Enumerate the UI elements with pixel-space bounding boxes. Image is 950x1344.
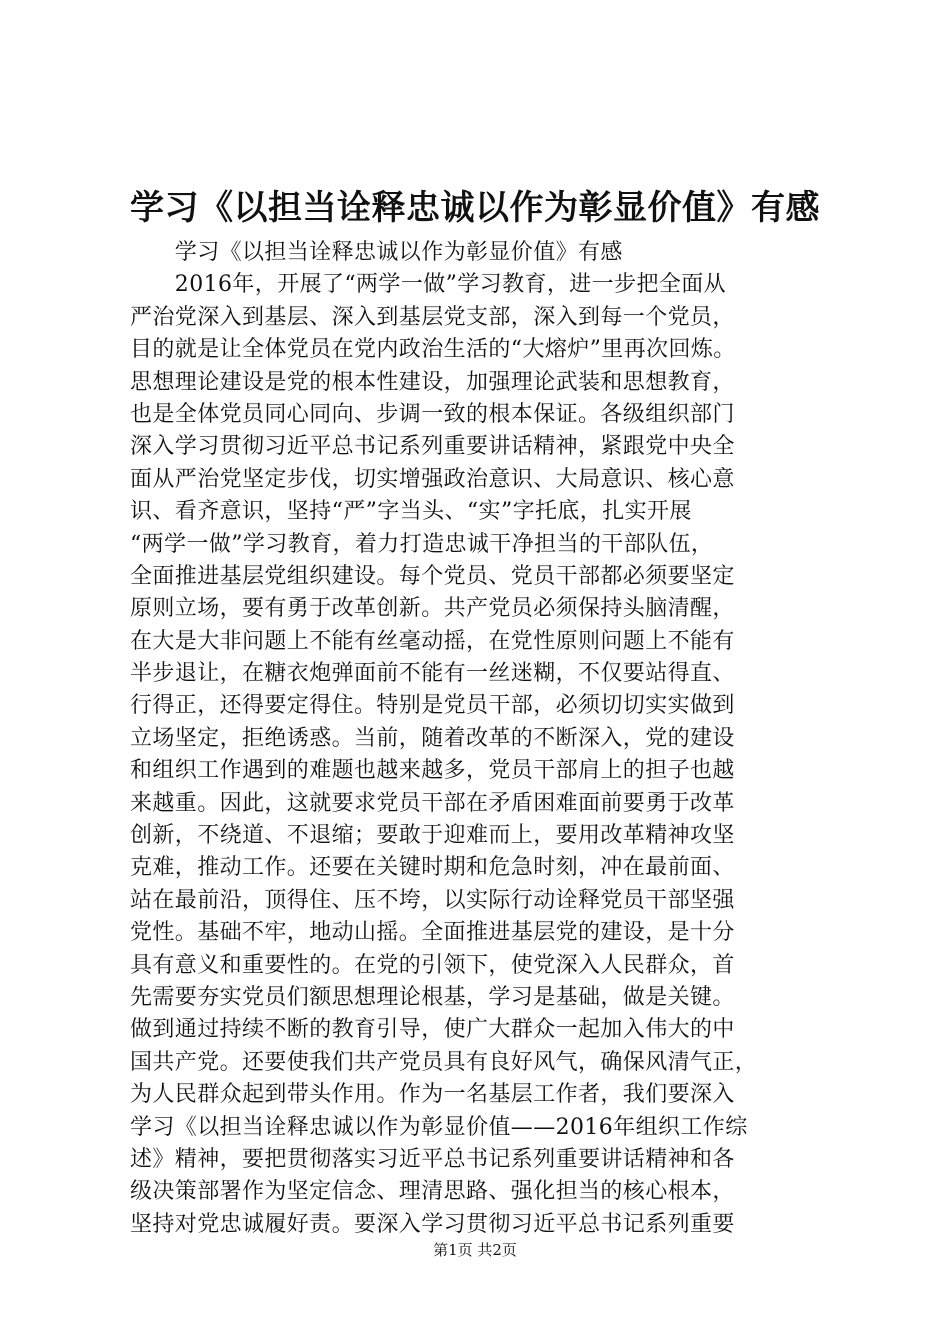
document-body <box>130 237 830 1241</box>
body-text-line: 级决策部署作为坚定信念、理清思路、强化担当的核心根本， <box>130 1179 735 1205</box>
body-text-line: 识、看齐意识，坚持“严”字当头、“实”字托底，扎实开展 <box>130 499 692 525</box>
body-text-line: 2016年，开展了“两学一做”学习教育，进一步把全面从 <box>130 272 727 298</box>
body-text-line: 克难，推动工作。还要在关键时期和危急时刻，冲在最前面、 <box>130 855 735 881</box>
body-text-line: 来越重。因此，这就要求党员干部在矛盾困难面前要勇于改革 <box>130 790 735 816</box>
body-text-line: 深入学习贯彻习近平总书记系列重要讲话精神，紧跟党中央全 <box>130 434 735 460</box>
body-text-line: 坚持对党忠诚履好责。要深入学习贯彻习近平总书记系列重要 <box>130 1211 735 1237</box>
body-text-line: 先需要夯实党员们额思想理论根基，学习是基础，做是关键。 <box>130 984 735 1010</box>
body-text-line: 也是全体党员同心同向、步调一致的根本保证。各级组织部门 <box>130 401 735 427</box>
body-text-line: 和组织工作遇到的难题也越来越多，党员干部肩上的担子也越 <box>130 758 735 784</box>
body-text-line: 为人民群众起到带头作用。作为一名基层工作者，我们要深入 <box>130 1082 735 1108</box>
body-text-line: 半步退让，在糖衣炮弹面前不能有一丝迷糊，不仅要站得直、 <box>130 661 735 687</box>
body-text-line: 具有意义和重要性的。在党的引领下，使党深入人民群众，首 <box>130 952 735 978</box>
body-text-line: 思想理论建设是党的根本性建设，加强理论武装和思想教育， <box>130 369 735 395</box>
document-title: 学习《以担当诠释忠诚以作为彰显价值》有感 <box>130 188 820 228</box>
body-text-line: 站在最前沿，顶得住、压不垮，以实际行动诠释党员干部坚强 <box>130 887 735 913</box>
body-text-line: 做到通过持续不断的教育引导，使广大群众一起加入伟大的中 <box>130 1017 735 1043</box>
body-text-line: 严治党深入到基层、深入到基层党支部，深入到每一个党员， <box>130 304 735 330</box>
body-text-line: 述》精神，要把贯彻落实习近平总书记系列重要讲话精神和各 <box>130 1146 735 1172</box>
page-number-footer: 第1页 共2页 <box>433 1241 517 1259</box>
body-text-line: 目的就是让全体党员在党内政治生活的“大熔炉”里再次回炼。 <box>130 337 736 363</box>
body-text-line: 国共产党。还要使我们共产党员具有良好风气，确保风清气正， <box>130 1049 758 1075</box>
body-text-line: 学习《以担当诠释忠诚以作为彰显价值——2016年组织工作综 <box>130 1114 748 1140</box>
body-text-line: 行得正，还得要定得住。特别是党员干部，必须切切实实做到 <box>130 693 735 719</box>
body-text-line: 创新，不绕道、不退缩；要敢于迎难而上，要用改革精神攻坚 <box>130 823 735 849</box>
body-text-line: 立场坚定，拒绝诱惑。当前，随着改革的不断深入，党的建设 <box>130 725 735 751</box>
body-text-line: 面从严治党坚定步伐，切实增强政治意识、大局意识、核心意 <box>130 466 735 492</box>
body-text-line: 在大是大非问题上不能有丝毫动摇，在党性原则问题上不能有 <box>130 628 735 654</box>
body-text-line: “两学一做”学习教育，着力打造忠诚干净担当的干部队伍， <box>130 531 714 557</box>
body-text-line: 学习《以担当诠释忠诚以作为彰显价值》有感 <box>130 240 623 265</box>
body-text-line: 全面推进基层党组织建设。每个党员、党员干部都必须要坚定 <box>130 563 735 589</box>
body-text-line: 原则立场，要有勇于改革创新。共产党员必须保持头脑清醒， <box>130 596 735 622</box>
body-text-line: 党性。基础不牢，地动山摇。全面推进基层党的建设，是十分 <box>130 920 735 946</box>
